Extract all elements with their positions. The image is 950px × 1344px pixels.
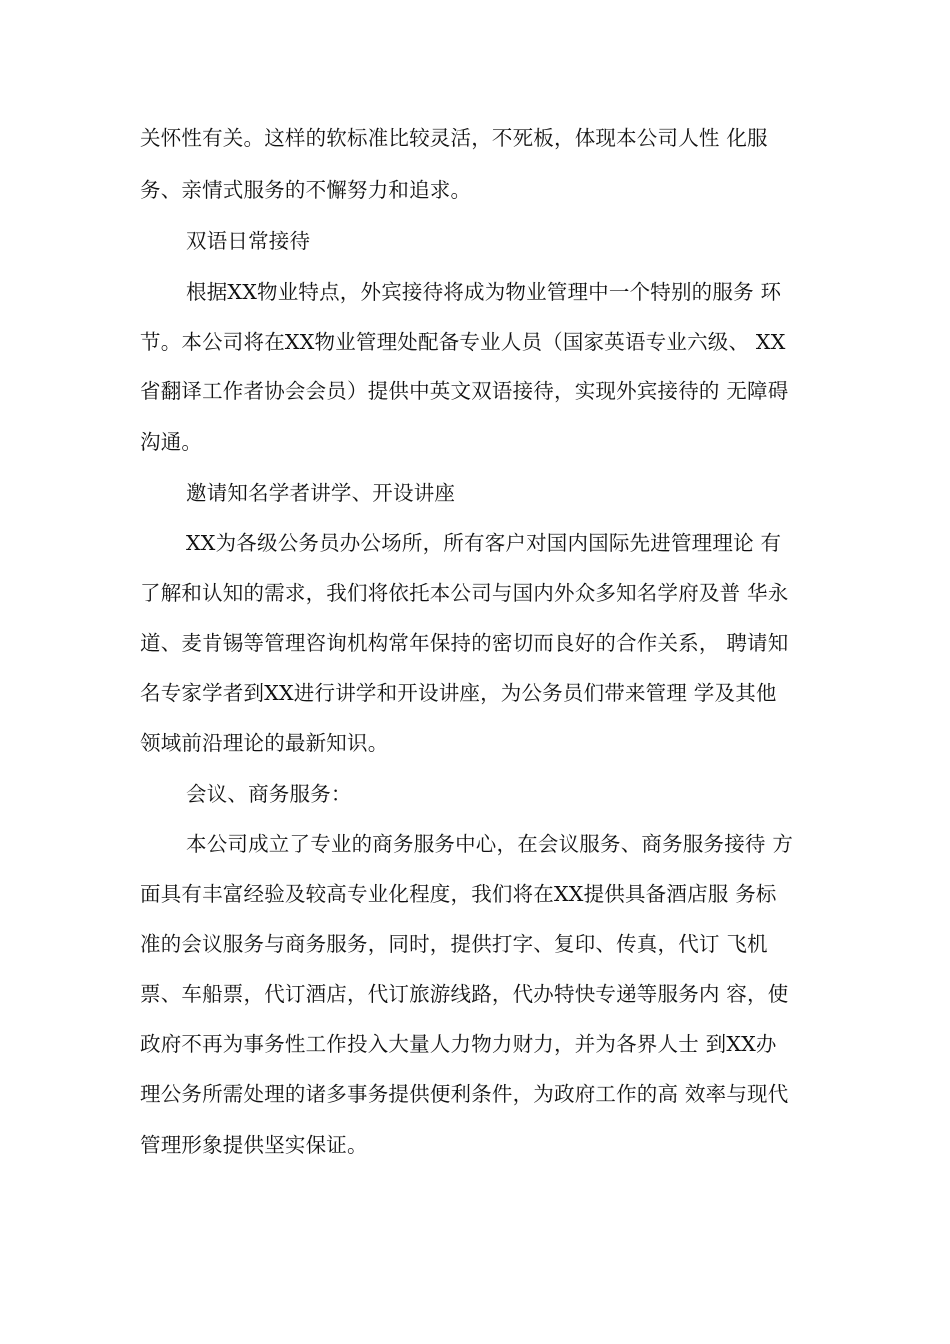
text-line: 政府不再为事务性工作投入大量人力物力财力，并为各界人士 到XX办 bbox=[140, 1032, 777, 1056]
section-heading: 会议、商务服务： bbox=[186, 782, 352, 806]
text-line: 领域前沿理论的最新知识。 bbox=[140, 731, 389, 755]
text-line: 理公务所需处理的诸多事务提供便利条件，为政府工作的高 效率与现代 bbox=[140, 1082, 789, 1106]
text-line: 省翻译工作者协会会员）提供中英文双语接待，实现外宾接待的 无障碍 bbox=[140, 379, 789, 403]
text-line: 本公司成立了专业的商务服务中心，在会议服务、商务服务接待 方 bbox=[186, 832, 794, 856]
text-line: 沟通。 bbox=[140, 430, 203, 454]
text-line: 节。本公司将在XX物业管理处配备专业人员（国家英语专业六级、 XX bbox=[140, 330, 786, 354]
text-line: 根据XX物业特点，外宾接待将成为物业管理中一个特别的服务 环 bbox=[186, 280, 782, 304]
text-line: 了解和认知的需求，我们将依托本公司与国内外众多知名学府及普 华永 bbox=[140, 581, 789, 605]
section-heading: 邀请知名学者讲学、开设讲座 bbox=[186, 481, 456, 505]
text-line: 准的会议服务与商务服务，同时，提供打字、复印、传真，代订 飞机 bbox=[140, 932, 768, 956]
text-line: 道、麦肯锡等管理咨询机构常年保持的密切而良好的合作关系， 聘请知 bbox=[140, 631, 789, 655]
text-line: XX为各级公务员办公场所，所有客户对国内国际先进管理理论 有 bbox=[186, 531, 782, 555]
text-line: 务、亲情式服务的不懈努力和追求。 bbox=[140, 178, 472, 202]
section-heading: 双语日常接待 bbox=[186, 229, 311, 253]
text-line: 关怀性有关。这样的软标准比较灵活，不死板，体现本公司人性 化服 bbox=[140, 126, 768, 150]
text-line: 管理形象提供坚实保证。 bbox=[140, 1133, 368, 1157]
text-line: 票、车船票，代订酒店，代订旅游线路，代办特快专递等服务内 容，使 bbox=[140, 982, 789, 1006]
text-line: 面具有丰富经验及较高专业化程度，我们将在XX提供具备酒店服 务标 bbox=[140, 882, 777, 906]
text-line: 名专家学者到XX进行讲学和开设讲座，为公务员们带来管理 学及其他 bbox=[140, 681, 777, 705]
